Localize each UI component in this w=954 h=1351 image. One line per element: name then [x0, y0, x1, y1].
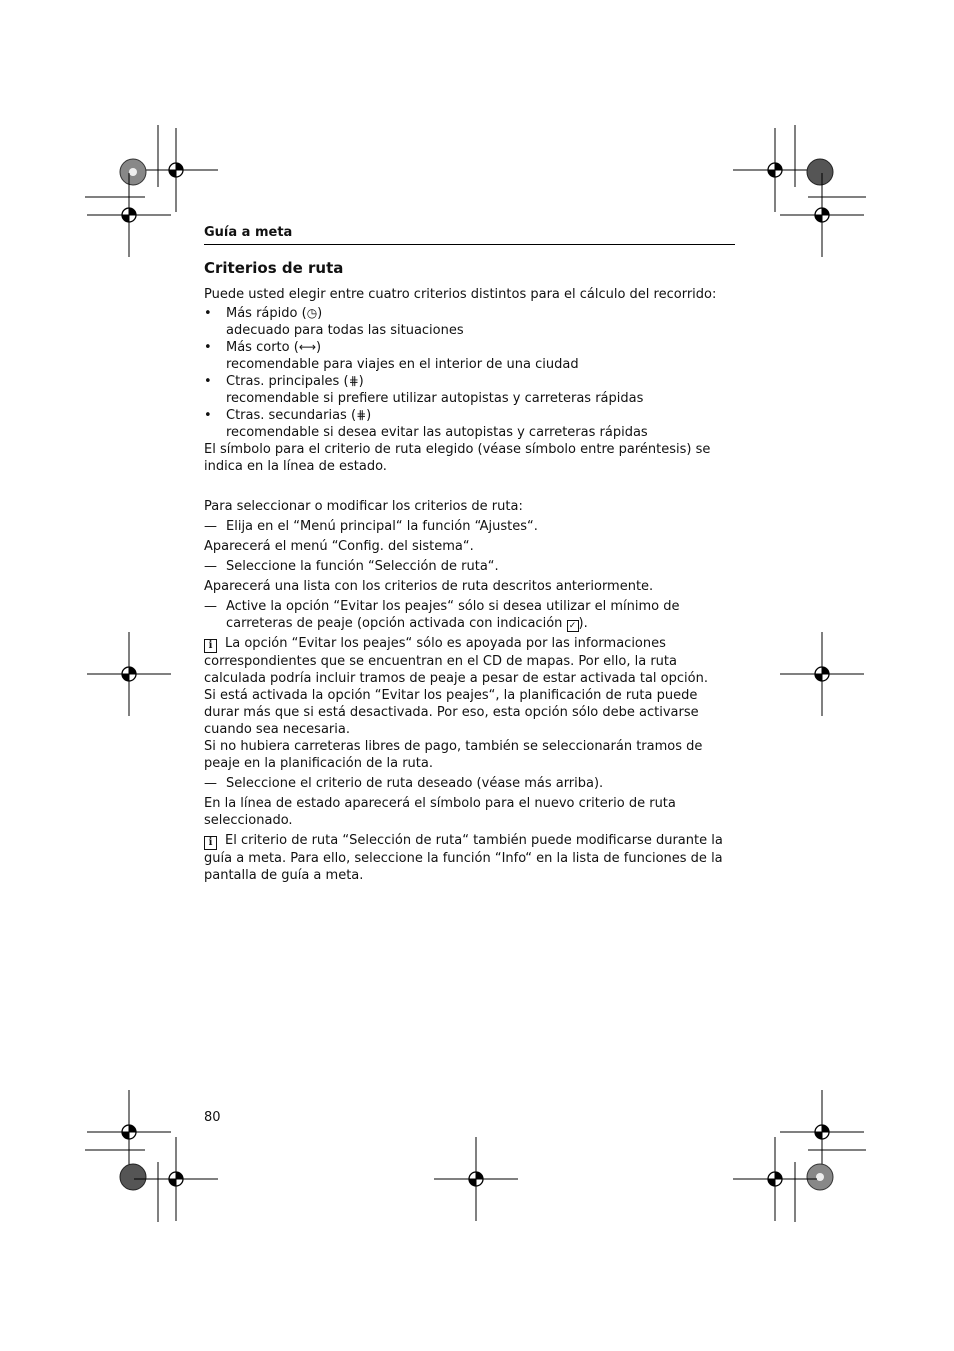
step-item: — Elija en el “Menú principal“ la función “Ajustes“.	[204, 518, 735, 535]
crosshair-mark	[87, 632, 171, 716]
criterion-item: • Ctras. principales (⋕) recomendable si prefiere utilizar autopistas y carreteras rápidas	[204, 373, 735, 407]
crosshair-mark	[780, 632, 864, 716]
page-content	[204, 224, 735, 884]
crosshair-mark	[134, 128, 218, 212]
highway-icon: ⋕	[348, 374, 359, 388]
section-title: Criterios de ruta	[204, 259, 344, 277]
criterion-item: • Más rápido (◷) adecuado para todas las situaciones	[204, 305, 735, 339]
crosshair-mark	[780, 173, 864, 257]
info-icon: i	[204, 836, 217, 850]
criterion-item: • Más corto (⟷) recomendable para viajes en el interior de una ciudad	[204, 339, 735, 373]
symbol-note: El símbolo para el criterio de ruta elegido (véase símbolo entre paréntesis) se indica en la línea de estado.	[204, 442, 711, 474]
info-note: i El criterio de ruta “Selección de ruta“ también puede modificarse durante la guía a meta. Para ello, seleccione la función “Info“ en la lista de funciones de la pantalla de guía a meta.	[204, 833, 723, 883]
info-note: i La opción “Evitar los peajes“ sólo es apoyada por las informaciones correspondientes que se encuentran en el CD de mapas. Por ello, la ruta calculada podría incluir tramos de peaje a pesar de estar activada tal opción. Si está activada la opción “Evitar los peajes“, la planificación de ruta puede durar más que si está desactivada. Por eso, esta opción sólo debe activarse cuando sea necesaria. Si no hubiera carreteras libres de pago, también se seleccionarán tramos de peaje en la planificación de la ruta.	[204, 636, 708, 771]
clock-icon: ◷	[306, 306, 318, 320]
crosshair-mark	[434, 1137, 518, 1221]
crosshair-mark	[780, 1090, 864, 1174]
starburst-mark	[807, 1164, 833, 1190]
procedure-intro: Para seleccionar o modificar los criterios de ruta:	[204, 499, 523, 514]
intro-text: Puede usted elegir entre cuatro criterios distintos para el cálculo del recorrido:	[204, 287, 717, 302]
step-item: — Seleccione el criterio de ruta deseado (véase más arriba).	[204, 775, 735, 792]
no-highway-icon: ⋕	[356, 408, 367, 422]
crosshair-mark	[134, 1137, 218, 1221]
result-text: En la línea de estado aparecerá el símbolo para el nuevo criterio de ruta seleccionado.	[204, 796, 676, 828]
criteria-list	[204, 305, 735, 441]
result-text: Aparecerá el menú “Config. del sistema“.	[204, 539, 474, 554]
disc-mark	[807, 159, 833, 185]
crosshair-mark	[87, 1090, 171, 1174]
criterion-item: • Ctras. secundarias (⋕) recomendable si desea evitar las autopistas y carreteras rápidas	[204, 407, 735, 441]
disc-mark	[120, 1164, 146, 1190]
checkbox-icon: ✓	[567, 620, 579, 632]
step-item: — Seleccione la función “Selección de ruta“.	[204, 558, 735, 575]
info-icon: i	[204, 639, 217, 653]
page-number: 80	[204, 1110, 221, 1125]
result-text: Aparecerá una lista con los criterios de ruta descritos anteriormente.	[204, 579, 654, 594]
crosshair-mark	[733, 1137, 817, 1221]
short-route-icon: ⟷	[298, 340, 317, 354]
crosshair-mark	[733, 128, 817, 212]
starburst-mark	[120, 159, 146, 185]
running-head: Guía a meta	[204, 224, 735, 245]
step-item: — Active la opción “Evitar los peajes“ sólo si desea utilizar el mínimo de carreteras de peaje (opción activada con indicación ✓ ).	[204, 598, 735, 632]
